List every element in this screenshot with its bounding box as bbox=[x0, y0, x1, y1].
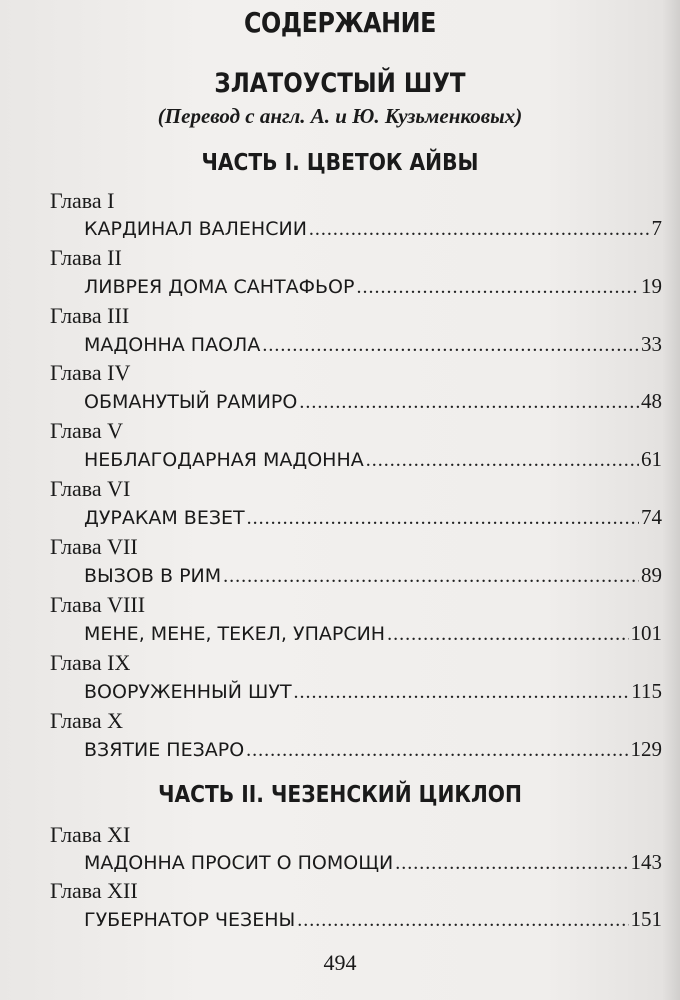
dot-leader bbox=[395, 852, 628, 875]
chapter-title: МАДОННА ПРОСИТ О ПОМОЩИ bbox=[84, 852, 394, 874]
dot-leader bbox=[294, 681, 630, 704]
chapter-label: Глава X bbox=[50, 708, 124, 733]
toc-entry[interactable] bbox=[84, 216, 662, 241]
toc-entry[interactable] bbox=[84, 332, 662, 357]
dot-leader bbox=[246, 739, 628, 762]
chapter-title: ВООРУЖЕННЫЙ ШУТ bbox=[84, 681, 292, 703]
chapter-page: 101 bbox=[630, 621, 662, 645]
chapter-title: НЕБЛАГОДАРНАЯ МАДОННА bbox=[84, 449, 364, 471]
toc-entry[interactable] bbox=[84, 447, 662, 472]
chapter-page: 129 bbox=[630, 737, 662, 761]
dot-leader bbox=[387, 623, 628, 646]
chapter-page: 61 bbox=[641, 447, 662, 471]
toc-entry[interactable] bbox=[84, 850, 662, 875]
chapter-label: Глава I bbox=[50, 188, 115, 213]
chapter-label: Глава V bbox=[50, 418, 124, 443]
toc-entry[interactable] bbox=[84, 737, 662, 762]
part-title: ЧАСТЬ II. ЧЕЗЕНСКИЙ ЦИКЛОП bbox=[158, 782, 522, 808]
chapter-page: 74 bbox=[641, 505, 662, 529]
page-edge-shadow bbox=[662, 0, 680, 1000]
chapter-title: ДУРАКАМ ВЕЗЕТ bbox=[84, 507, 245, 529]
toc-entry[interactable] bbox=[84, 389, 662, 414]
translation-note: (Перевод с англ. А. и Ю. Кузьменковых) bbox=[157, 104, 523, 128]
chapter-page: 143 bbox=[630, 850, 662, 874]
dot-leader bbox=[356, 276, 639, 299]
chapter-page: 48 bbox=[641, 389, 662, 413]
chapter-label: Глава XII bbox=[50, 878, 138, 903]
chapter-page: 33 bbox=[641, 332, 662, 356]
chapter-title: ВЫЗОВ В РИМ bbox=[84, 565, 222, 587]
chapter-label: Глава VI bbox=[50, 476, 131, 501]
dot-leader bbox=[262, 334, 639, 357]
chapter-title: МЕНЕ, МЕНЕ, ТЕКЕЛ, УПАРСИН bbox=[84, 623, 386, 645]
book-title: ЗЛАТОУСТЫЙ ШУТ bbox=[214, 68, 466, 99]
chapter-title: ВЗЯТИЕ ПЕЗАРО bbox=[84, 739, 245, 761]
chapter-label: Глава III bbox=[50, 303, 130, 328]
dot-leader bbox=[299, 391, 639, 414]
dot-leader bbox=[223, 565, 639, 588]
chapter-title: МАДОННА ПАОЛА bbox=[84, 334, 261, 356]
dot-leader bbox=[297, 909, 628, 932]
chapter-page: 115 bbox=[631, 679, 662, 703]
chapter-label: Глава VII bbox=[50, 534, 138, 559]
toc-entry[interactable] bbox=[84, 907, 662, 932]
toc-entry[interactable] bbox=[84, 563, 662, 588]
toc-entry[interactable] bbox=[84, 505, 662, 530]
toc-entry[interactable] bbox=[84, 621, 662, 646]
contents-heading: СОДЕРЖАНИЕ bbox=[243, 6, 436, 39]
chapter-title: КАРДИНАЛ ВАЛЕНСИИ bbox=[84, 218, 307, 240]
toc-entry[interactable] bbox=[84, 274, 662, 299]
chapter-label: Глава IV bbox=[50, 360, 131, 385]
dot-leader bbox=[309, 218, 650, 241]
chapter-page: 7 bbox=[651, 216, 662, 240]
dot-leader bbox=[247, 507, 639, 530]
chapter-label: Глава II bbox=[50, 245, 122, 270]
toc-entry[interactable] bbox=[84, 679, 662, 704]
chapter-title: ОБМАНУТЫЙ РАМИРО bbox=[84, 391, 298, 413]
dot-leader bbox=[366, 449, 639, 472]
chapter-label: Глава VIII bbox=[50, 592, 146, 617]
chapter-page: 151 bbox=[630, 907, 662, 931]
chapter-label: Глава IX bbox=[50, 650, 131, 675]
part-title: ЧАСТЬ I. ЦВЕТОК АЙВЫ bbox=[201, 150, 479, 176]
page-number: 494 bbox=[323, 950, 357, 975]
chapter-page: 19 bbox=[641, 274, 662, 298]
chapter-label: Глава XI bbox=[50, 822, 131, 847]
chapter-title: ЛИВРЕЯ ДОМА САНТАФЬОР bbox=[84, 276, 355, 298]
chapter-title: ГУБЕРНАТОР ЧЕЗЕНЫ bbox=[84, 909, 296, 931]
chapter-page: 89 bbox=[641, 563, 662, 587]
